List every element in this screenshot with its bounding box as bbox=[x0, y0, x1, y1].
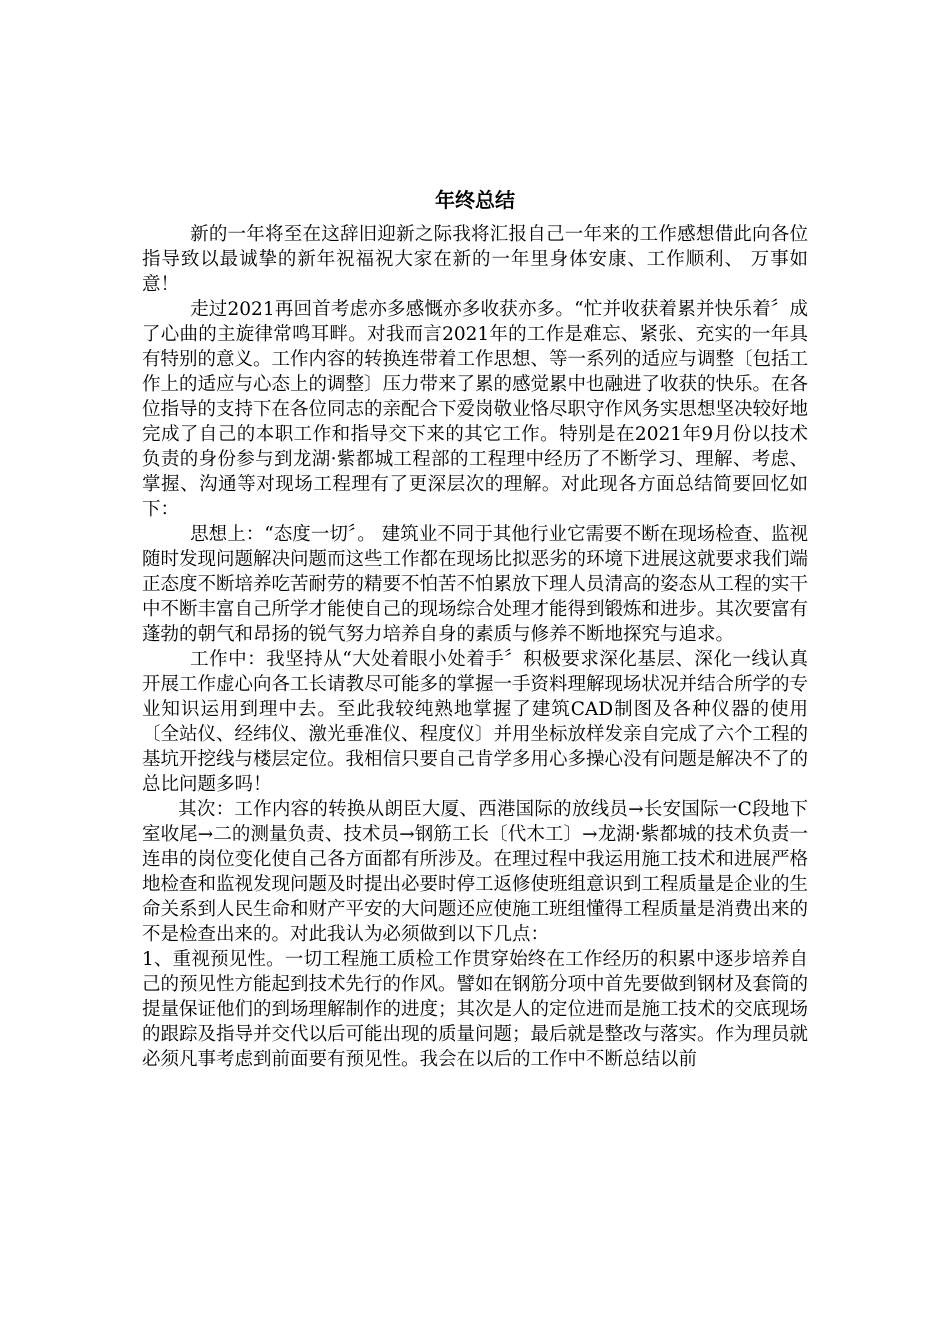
paragraph-second: 其次：工作内容的转换从朗臣大厦、西港国际的放线员→长安国际一C段地下室收尾→二的测量负责、技术员→钢筋工长〔代木工〕→龙湖·紫都城的技术负责一连串的岗位变化使自己各方面都有所涉及。在理过程中我运用施工技术和进展严格地检查和监视发现问题及时提出必要时停工返修使班组意识到工程质量是企业的生命关系到人民生命和财产平安的大问题还应使施工班组懂得工程质量是消费出来的不是检查出来的。对此我认为必须做到以下几点： bbox=[142, 799, 809, 945]
paragraph-review: 走过2021再回首考虑亦多感慨亦多收获亦多。“忙并收获着累并快乐着〞成了心曲的主旋律常鸣耳畔。对我而言2021年的工作是难忘、紧张、充实的一年具有特别的意义。工作内容的转换连带着工作思想、等一系列的适应与调整〔包括工作上的适应与心态上的调整〕压力带来了累的感觉累中也融进了收获的快乐。在各位指导的支持下在各位同志的亲配合下爱岗敬业恪尽职守作风务实思想坚决较好地完成了自己的本职工作和指导交下来的其它工作。特别是在2021年9月份以技术负责的身份参与到龙湖·紫都城工程部的工程理中经历了不断学习、理解、考虑、掌握、沟通等对现场工程理有了更深层次的理解。对此现各方面总结简要回忆如下： bbox=[142, 299, 809, 520]
paragraph-point-1: 1、重视预见性。一切工程施工质检工作贯穿始终在工作经历的积累中逐步培养自己的预见性方能起到技术先行的作风。譬如在钢筋分项中首先要做到钢材及套筒的提量保证他们的到场理解制作的进度；其次是人的定位进而是施工技术的交底现场的跟踪及指导并交代以后可能出现的质量问题；最后就是整改与落实。作为理员就必须凡事考虑到前面要有预见性。我会在以后的工作中不断总结以前 bbox=[142, 949, 809, 1070]
document-title: 年终总结 bbox=[435, 188, 515, 212]
paragraph-thought: 思想上：“态度一切〞。 建筑业不同于其他行业它需要不断在现场检查、监视随时发现问题解决问题而这些工作都在现场比拟恶劣的环境下进展这就要求我们端正态度不断培养吃苦耐劳的精要不怕苦不怕累放下理人员清高的姿态从工程的实干中不断丰富自己所学才能使自己的现场综合处理才能得到锻炼和进步。其次要富有蓬勃的朝气和昂扬的锐气努力培养自身的素质与修养不断地探究与追求。 bbox=[142, 524, 809, 645]
paragraph-intro: 新的一年将至在这辞旧迎新之际我将汇报自己一年来的工作感想借此向各位指导致以最诚挚的新年祝福祝大家在新的一年里身体安康、工作顺利、 万事如意！ bbox=[142, 224, 808, 295]
paragraph-work: 工作中：我坚持从“大处着眼小处着手〞积极要求深化基层、深化一线认真开展工作虚心向各工长请教尽可能多的掌握一手资料理解现场状况并结合所学的专业知识运用到理中去。至此我较纯熟地掌握了建筑CAD制图及各种仪器的使用〔全站仪、经纬仪、激光垂准仪、程度仪〕并用坐标放样发亲自完成了六个工程的基坑开挖线与楼层定位。我相信只要自己肯学多用心多操心没有问题是解决不了的总比问题多吗！ bbox=[142, 649, 809, 795]
document-page bbox=[142, 186, 808, 1072]
